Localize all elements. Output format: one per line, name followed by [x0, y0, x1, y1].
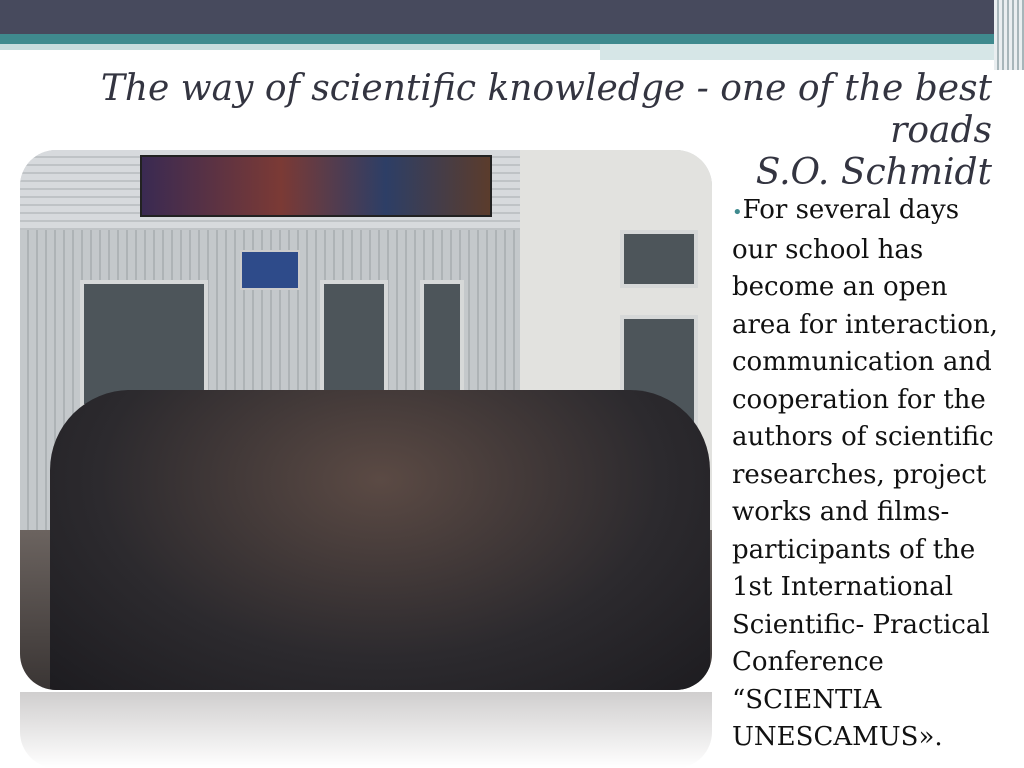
top-bar — [0, 0, 1024, 34]
body-line: Scientific- Practical — [732, 609, 990, 640]
group-photo-image — [20, 150, 712, 690]
body-text — [732, 192, 1016, 757]
body-line: UNESCAMUS». — [732, 722, 943, 752]
light-band-right — [600, 44, 1024, 60]
teal-band — [0, 34, 1024, 44]
body-line: For several days — [742, 195, 960, 225]
body-line: become an open — [732, 272, 948, 302]
body-line: cooperation for the — [732, 384, 986, 415]
bullet-icon: • — [732, 202, 743, 223]
decorative-stripes — [994, 0, 1024, 70]
body-line: communication and — [732, 347, 992, 377]
body-line: Conference — [732, 647, 884, 677]
light-band — [0, 44, 600, 50]
title-line-2: S.O. Schmidt — [755, 152, 992, 193]
body-line: our school has — [732, 234, 924, 265]
body-line: authors of scientific — [732, 422, 994, 452]
body-line: “SCIENTIA — [732, 684, 882, 715]
group-of-people — [50, 390, 710, 690]
photo-reflection — [20, 692, 712, 768]
body-line: participants of the — [732, 534, 976, 565]
school-banner — [140, 155, 492, 217]
body-line: area for interaction, — [732, 309, 998, 340]
body-line: works and films- — [732, 497, 950, 527]
body-line: researches, project — [732, 459, 987, 490]
title-line-1: The way of scientific knowledge - one of the best roads — [100, 68, 992, 151]
school-plaque — [240, 250, 300, 290]
body-line: 1st International — [732, 572, 954, 602]
